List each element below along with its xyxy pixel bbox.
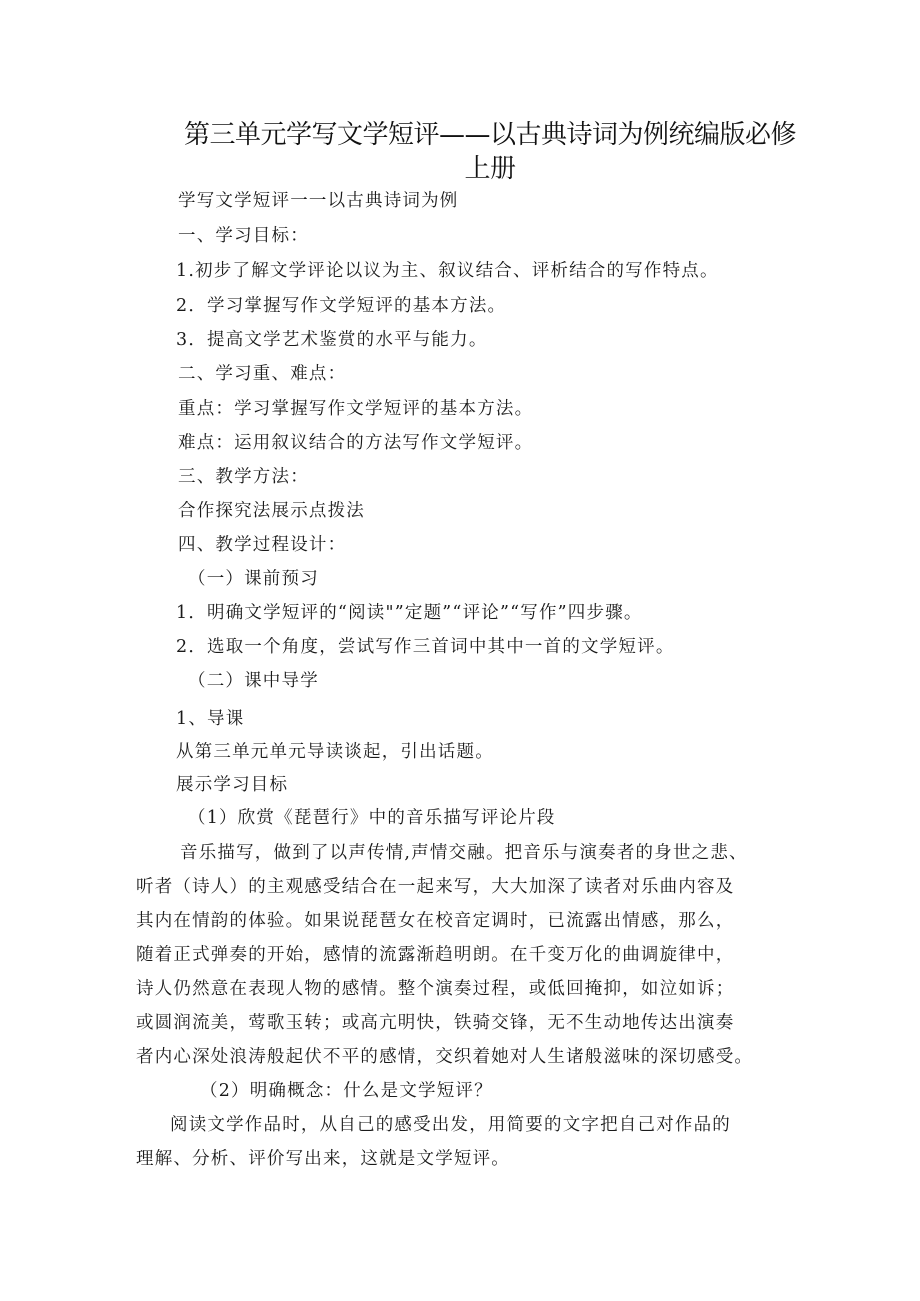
- paragraph-2-line-2: 理解、分析、评价写出来，这就是文学短评。: [136, 1149, 510, 1169]
- item-1-heading: （1）欣赏《琵琶行》中的音乐描写评论片段: [188, 808, 556, 828]
- paragraph-1-line-1: 音乐描写，做到了以声传情,声情交融。把音乐与演奏者的身世之悲、: [180, 843, 748, 863]
- item-2-heading: （2）明确概念：什么是文学短评？: [200, 1081, 493, 1101]
- paragraph-1-line-5: 诗人仍然意在表现人物的感情。整个演奏过程，或低回掩抑，如泣如诉；: [136, 979, 735, 999]
- difficult-point: 难点：运用叙议结合的方法写作文学短评。: [178, 433, 534, 453]
- paragraph-1-line-6: 或圆润流美，莺歌玉转；或高亢明快，铁骑交锋，无不生动地传达出演奏: [136, 1013, 735, 1033]
- document-title-line-2: 上册: [464, 154, 516, 184]
- goal-item-3: 3．提高文学艺术鉴赏的水平与能力。: [176, 330, 488, 350]
- subsection-preview: （一）课前预习: [188, 569, 319, 589]
- teaching-methods: 合作探究法展示点拨法: [178, 501, 365, 521]
- section-heading-methods: 三、教学方法：: [178, 467, 309, 487]
- preview-item-1: 1．明确文学短评的“阅读"”定题”“评论”“写作”四步骤。: [176, 603, 643, 623]
- paragraph-1-line-3: 其内在情韵的体验。如果说琵琶女在校音定调时，已流露出情感，那么，: [136, 911, 735, 931]
- document-title-line-1: 第三单元学写文学短评——以古典诗词为例统编版必修: [183, 120, 796, 150]
- paragraph-1-line-4: 随着正式弹奏的开始，感情的流露渐趋明朗。在千变万化的曲调旋律中，: [136, 945, 735, 965]
- section-heading-goals: 一、学习目标：: [178, 226, 309, 246]
- key-point: 重点：学习掌握写作文学短评的基本方法。: [178, 399, 534, 419]
- intro-text: 从第三单元单元导读谈起，引出话题。: [176, 742, 494, 762]
- preview-item-2: 2．选取一个角度，尝试写作三首词中其中一首的文学短评。: [176, 637, 675, 657]
- paragraph-1-line-7: 者内心深处浪涛般起伏不平的感情，交织着她对人生诸般滋味的深切感受。: [136, 1047, 754, 1067]
- show-goals: 展示学习目标: [176, 775, 289, 795]
- paragraph-1-line-2: 听者（诗人）的主观感受结合在一起来写，大大加深了读者对乐曲内容及: [136, 877, 735, 897]
- goal-item-2: 2．学习掌握写作文学短评的基本方法。: [176, 296, 507, 316]
- section-heading-process: 四、教学过程设计：: [178, 535, 347, 555]
- paragraph-2-line-1: 阅读文学作品时，从自己的感受出发，用简要的文字把自己对作品的: [170, 1115, 731, 1135]
- goal-item-1: 1.初步了解文学评论以议为主、叙议结合、评析结合的写作特点。: [176, 261, 719, 281]
- section-heading-key-points: 二、学习重、难点：: [178, 364, 347, 384]
- subsection-in-class: （二）课中导学: [188, 671, 319, 691]
- subtitle: 学写文学短评一一以古典诗词为例: [178, 191, 459, 211]
- intro-heading: 1、导课: [176, 709, 245, 729]
